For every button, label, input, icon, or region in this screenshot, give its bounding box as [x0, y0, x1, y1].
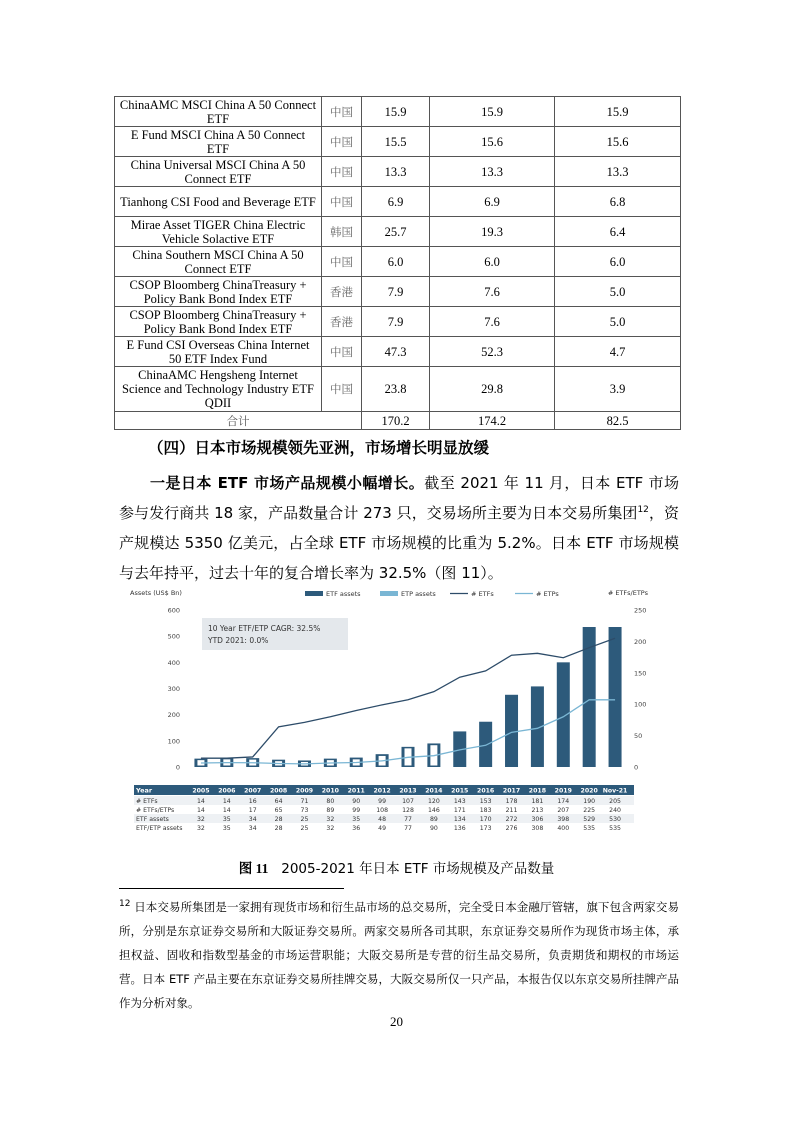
data-table-value: 34 — [248, 816, 257, 823]
y2-tick-label: 50 — [634, 732, 643, 741]
y-tick-label: 0 — [175, 763, 180, 772]
value-cell: 13.3 — [555, 157, 681, 187]
legend-swatch — [305, 591, 323, 596]
table-row — [115, 127, 681, 157]
paragraph-body-2: ，资产规模达 5350 亿美元，占全球 ETF 市场规模的比重为 5.2%。日本 ETF 市场规模与去年持平，过去十年的复合增长率为 32.5%（图 11）。 — [119, 504, 679, 582]
value-cell: 52.3 — [430, 337, 555, 367]
data-table-value: 48 — [378, 816, 387, 823]
country-cell: 中国 — [322, 337, 362, 367]
data-table-value: 14 — [222, 807, 231, 814]
data-table-year: 2012 — [373, 787, 391, 795]
y2-tick-label: 200 — [634, 637, 647, 646]
data-table-value: 99 — [378, 798, 387, 805]
footnote — [119, 895, 679, 1015]
table-row — [115, 157, 681, 187]
country-cell: 香港 — [322, 307, 362, 337]
legend-label: # ETPs — [536, 590, 559, 598]
table-row — [115, 247, 681, 277]
data-table-value: 190 — [583, 798, 596, 805]
country-cell: 香港 — [322, 277, 362, 307]
data-table-value: 207 — [557, 807, 570, 814]
data-table-value: 171 — [453, 807, 466, 814]
data-table-value: 89 — [429, 816, 438, 823]
page-number: 20 — [390, 1014, 403, 1029]
data-table-value: 120 — [427, 798, 440, 805]
data-table-value: 32 — [197, 825, 205, 832]
data-table-value: 32 — [197, 816, 205, 823]
fund-name-cell: Mirae Asset TIGER China Electric Vehicle Solactive ETF — [115, 217, 322, 247]
value-cell: 15.9 — [555, 97, 681, 127]
fund-name-cell: E Fund CSI Overseas China Internet 50 ETF Index Fund — [115, 337, 322, 367]
country-cell: 中国 — [322, 367, 362, 412]
top-etf-table-body — [115, 97, 681, 430]
data-table-value: 28 — [274, 825, 283, 832]
value-cell: 5.0 — [555, 277, 681, 307]
value-cell: 3.9 — [555, 367, 681, 412]
value-cell: 29.8 — [430, 367, 555, 412]
table-row — [115, 367, 681, 412]
country-cell: 中国 — [322, 247, 362, 277]
data-table-year: 2020 — [580, 787, 598, 795]
data-table-value: 146 — [427, 807, 440, 814]
data-table-year: 2017 — [502, 787, 521, 795]
legend-label: # ETFs — [471, 590, 494, 598]
data-table-value: 174 — [557, 798, 570, 805]
data-table-value: 64 — [274, 798, 283, 805]
data-table-year: 2016 — [477, 787, 495, 795]
value-cell: 25.7 — [362, 217, 430, 247]
data-table-value: 14 — [197, 807, 205, 814]
country-cell: 中国 — [322, 127, 362, 157]
data-table-year: 2007 — [244, 787, 262, 795]
data-table-row-label: ETF/ETP assets — [136, 825, 183, 832]
footnote-text: 日本交易所集团是一家拥有现货市场和衍生品市场的总交易所，完全受日本金融厅管辖，旗下包含两家交易所，分别是东京证券交易所和大阪证券交易所。两家交易所各司其职，东京证券交易所作为现货市场主体，承担权益、固收和指数型基金的市场运营职能；大阪交易所是专营的衍生品交易所，负责期货和期权的市场运营。日本 ETF 产品主要在东京证券交易所挂牌交易，大阪交易所仅一只产品，本报告仅以东京交易所挂牌产品作为分析对象。 — [119, 900, 679, 1010]
y2-tick-label: 0 — [634, 763, 639, 772]
value-cell: 19.3 — [430, 217, 555, 247]
data-table-year: 2015 — [451, 787, 469, 795]
y2-tick-label: 100 — [634, 700, 647, 709]
table-row — [115, 97, 681, 127]
data-table-row-label: ETF assets — [136, 816, 169, 823]
data-table-value: 183 — [479, 807, 492, 814]
bar — [479, 722, 492, 767]
data-table-value: 529 — [583, 816, 596, 823]
legend-label: ETP assets — [401, 590, 436, 598]
value-cell: 7.9 — [362, 277, 430, 307]
table-row — [115, 217, 681, 247]
y2-tick-label: 150 — [634, 669, 647, 678]
data-table-value: 25 — [300, 816, 309, 823]
table-total-row — [115, 412, 681, 430]
data-table-value: 25 — [300, 825, 309, 832]
value-cell: 7.9 — [362, 307, 430, 337]
data-table-value: 240 — [609, 807, 621, 814]
data-table-year: Nov-21 — [602, 787, 628, 795]
data-table-value: 35 — [222, 816, 231, 823]
data-table-value: 400 — [557, 825, 570, 832]
bar — [609, 627, 622, 767]
data-table-value: 77 — [404, 825, 412, 832]
value-cell: 6.8 — [555, 187, 681, 217]
data-table-value: 49 — [378, 825, 387, 832]
data-table-value: 65 — [274, 807, 283, 814]
value-cell: 13.3 — [430, 157, 555, 187]
y-tick-label: 300 — [167, 685, 180, 693]
value-cell: 7.6 — [430, 277, 555, 307]
data-table-value: 14 — [222, 798, 231, 805]
data-table-value: 77 — [404, 816, 412, 823]
fund-name-cell: China Universal MSCI China A 50 Connect ETF — [115, 157, 322, 187]
value-cell: 6.4 — [555, 217, 681, 247]
table-row — [115, 277, 681, 307]
data-table-value: 225 — [583, 807, 596, 814]
data-table-value: 178 — [505, 798, 518, 805]
footnote-number: 12 — [119, 899, 131, 910]
value-cell: 4.7 — [555, 337, 681, 367]
data-table-value: 32 — [326, 825, 335, 832]
etf-count-line — [201, 638, 615, 758]
bar — [557, 662, 570, 767]
value-cell: 13.3 — [362, 157, 430, 187]
footnote-divider — [119, 888, 344, 889]
data-table-value: 17 — [248, 807, 257, 814]
data-table-year: 2009 — [295, 787, 314, 795]
data-table-value: 530 — [609, 816, 621, 823]
data-table-year: 2018 — [528, 787, 547, 795]
total-value: 174.2 — [430, 412, 555, 430]
data-table-year: 2005 — [192, 787, 210, 795]
fund-name-cell: CSOP Bloomberg ChinaTreasury + Policy Bank Bond Index ETF — [115, 307, 322, 337]
data-table-year: 2019 — [554, 787, 572, 795]
table-row — [115, 337, 681, 367]
data-table-value: 89 — [326, 807, 335, 814]
y-tick-label: 600 — [167, 606, 180, 615]
y2-axis-label: # ETFs/ETPs — [607, 589, 648, 597]
data-table-value: 14 — [197, 798, 205, 805]
data-table-value: 73 — [300, 807, 309, 814]
data-table-row-label: # ETFs/ETPs — [136, 807, 175, 814]
value-cell: 6.0 — [555, 247, 681, 277]
fund-name-cell: ChinaAMC MSCI China A 50 Connect ETF — [115, 97, 322, 127]
data-table-value: 272 — [505, 816, 518, 823]
section-heading: （四）日本市场规模领先亚洲，市场增长明显放缓 — [148, 439, 490, 457]
data-table-value: 90 — [429, 825, 438, 832]
data-table-value: 308 — [531, 825, 544, 832]
data-table-value: 153 — [479, 798, 492, 805]
y-tick-label: 200 — [167, 711, 180, 720]
fund-name-cell: ChinaAMC Hengsheng Internet Science and Technology Industry ETF QDII — [115, 367, 322, 412]
data-table-value: 306 — [531, 816, 544, 823]
data-table-value: 35 — [352, 816, 361, 823]
data-table-year: 2010 — [321, 787, 339, 795]
y-axis-label: Assets (US$ Bn) — [130, 589, 182, 597]
table-row — [115, 187, 681, 217]
data-table-value: 181 — [531, 798, 544, 805]
data-table-value: 36 — [352, 825, 361, 832]
data-table-value: 80 — [326, 798, 335, 805]
data-table-value: 535 — [583, 825, 596, 832]
fund-name-cell: E Fund MSCI China A 50 Connect ETF — [115, 127, 322, 157]
data-table-value: 205 — [609, 798, 621, 805]
data-table-year: 2006 — [218, 787, 236, 795]
legend-label: ETF assets — [326, 590, 361, 598]
fund-name-cell: China Southern MSCI China A 50 Connect ETF — [115, 247, 322, 277]
data-table-value: 71 — [300, 798, 309, 805]
footnote-ref: 12 — [637, 505, 649, 515]
value-cell: 47.3 — [362, 337, 430, 367]
data-table-value: 535 — [609, 825, 621, 832]
data-table-value: 136 — [453, 825, 466, 832]
value-cell: 6.0 — [362, 247, 430, 277]
fund-name-cell: CSOP Bloomberg ChinaTreasury + Policy Bank Bond Index ETF — [115, 277, 322, 307]
data-table-value: 128 — [402, 807, 414, 814]
paragraph-lead: 一是日本 ETF 市场产品规模小幅增长。 — [150, 474, 425, 492]
value-cell: 23.8 — [362, 367, 430, 412]
value-cell: 15.6 — [430, 127, 555, 157]
total-label: 合计 — [115, 412, 362, 430]
legend-swatch — [380, 591, 398, 596]
data-table-value: 173 — [479, 825, 492, 832]
data-table-value: 211 — [505, 807, 518, 814]
total-value: 82.5 — [555, 412, 681, 430]
data-table-value: 134 — [453, 816, 466, 823]
figure-label: 图 11 — [238, 861, 269, 876]
value-cell: 6.9 — [362, 187, 430, 217]
data-table-value: 34 — [248, 825, 257, 832]
data-table-value: 16 — [248, 798, 257, 805]
country-cell: 中国 — [322, 187, 362, 217]
data-table-row-label: # ETFs — [136, 798, 158, 805]
data-table-value: 213 — [531, 807, 544, 814]
country-cell: 韩国 — [322, 217, 362, 247]
data-table-year: 2008 — [269, 787, 288, 795]
value-cell: 15.6 — [555, 127, 681, 157]
figure-title: 2005-2021 年日本 ETF 市场规模及产品数量 — [281, 861, 555, 877]
y2-tick-label: 250 — [634, 606, 647, 615]
y-tick-label: 100 — [167, 737, 180, 746]
figure-caption — [0, 857, 793, 877]
data-table-value: 108 — [376, 807, 389, 814]
y-tick-label: 400 — [167, 658, 180, 667]
data-table-value: 35 — [222, 825, 231, 832]
data-table-year: 2013 — [399, 787, 417, 795]
data-table-value: 276 — [505, 825, 518, 832]
bar — [505, 695, 518, 767]
data-table-value: 170 — [479, 816, 492, 823]
data-table-value: 99 — [352, 807, 361, 814]
data-table-value: 90 — [352, 798, 361, 805]
value-cell: 5.0 — [555, 307, 681, 337]
body-paragraph — [119, 468, 679, 588]
annotation-box — [202, 618, 348, 650]
y-tick-label: 500 — [167, 632, 180, 641]
data-table-value: 32 — [326, 816, 335, 823]
data-table-value: 143 — [453, 798, 466, 805]
data-table-header-label: Year — [136, 786, 153, 795]
total-value: 170.2 — [362, 412, 430, 430]
data-table-year: 2014 — [425, 787, 443, 795]
value-cell: 15.9 — [362, 97, 430, 127]
value-cell: 15.9 — [430, 97, 555, 127]
country-cell: 中国 — [322, 97, 362, 127]
country-cell: 中国 — [322, 157, 362, 187]
table-row — [115, 307, 681, 337]
japan-etf-chart — [130, 586, 650, 848]
value-cell: 6.0 — [430, 247, 555, 277]
top-etf-table — [114, 96, 681, 430]
value-cell: 7.6 — [430, 307, 555, 337]
annotation-line: 10 Year ETF/ETP CAGR: 32.5% — [208, 624, 321, 633]
annotation-line: YTD 2021: 0.0% — [208, 636, 269, 645]
fund-name-cell: Tianhong CSI Food and Beverage ETF — [115, 187, 322, 217]
data-table-value: 28 — [274, 816, 283, 823]
data-table-year: 2011 — [347, 787, 365, 795]
data-table-value: 107 — [402, 798, 414, 805]
data-table-value: 398 — [557, 816, 570, 823]
value-cell: 6.9 — [430, 187, 555, 217]
value-cell: 15.5 — [362, 127, 430, 157]
paragraph-body-1: 截至 2021 年 11 月，日本 ETF 市场参与发行商共 18 家，产品数量合计 273 只，交易场所主要为日本交易所集团 — [119, 474, 680, 522]
